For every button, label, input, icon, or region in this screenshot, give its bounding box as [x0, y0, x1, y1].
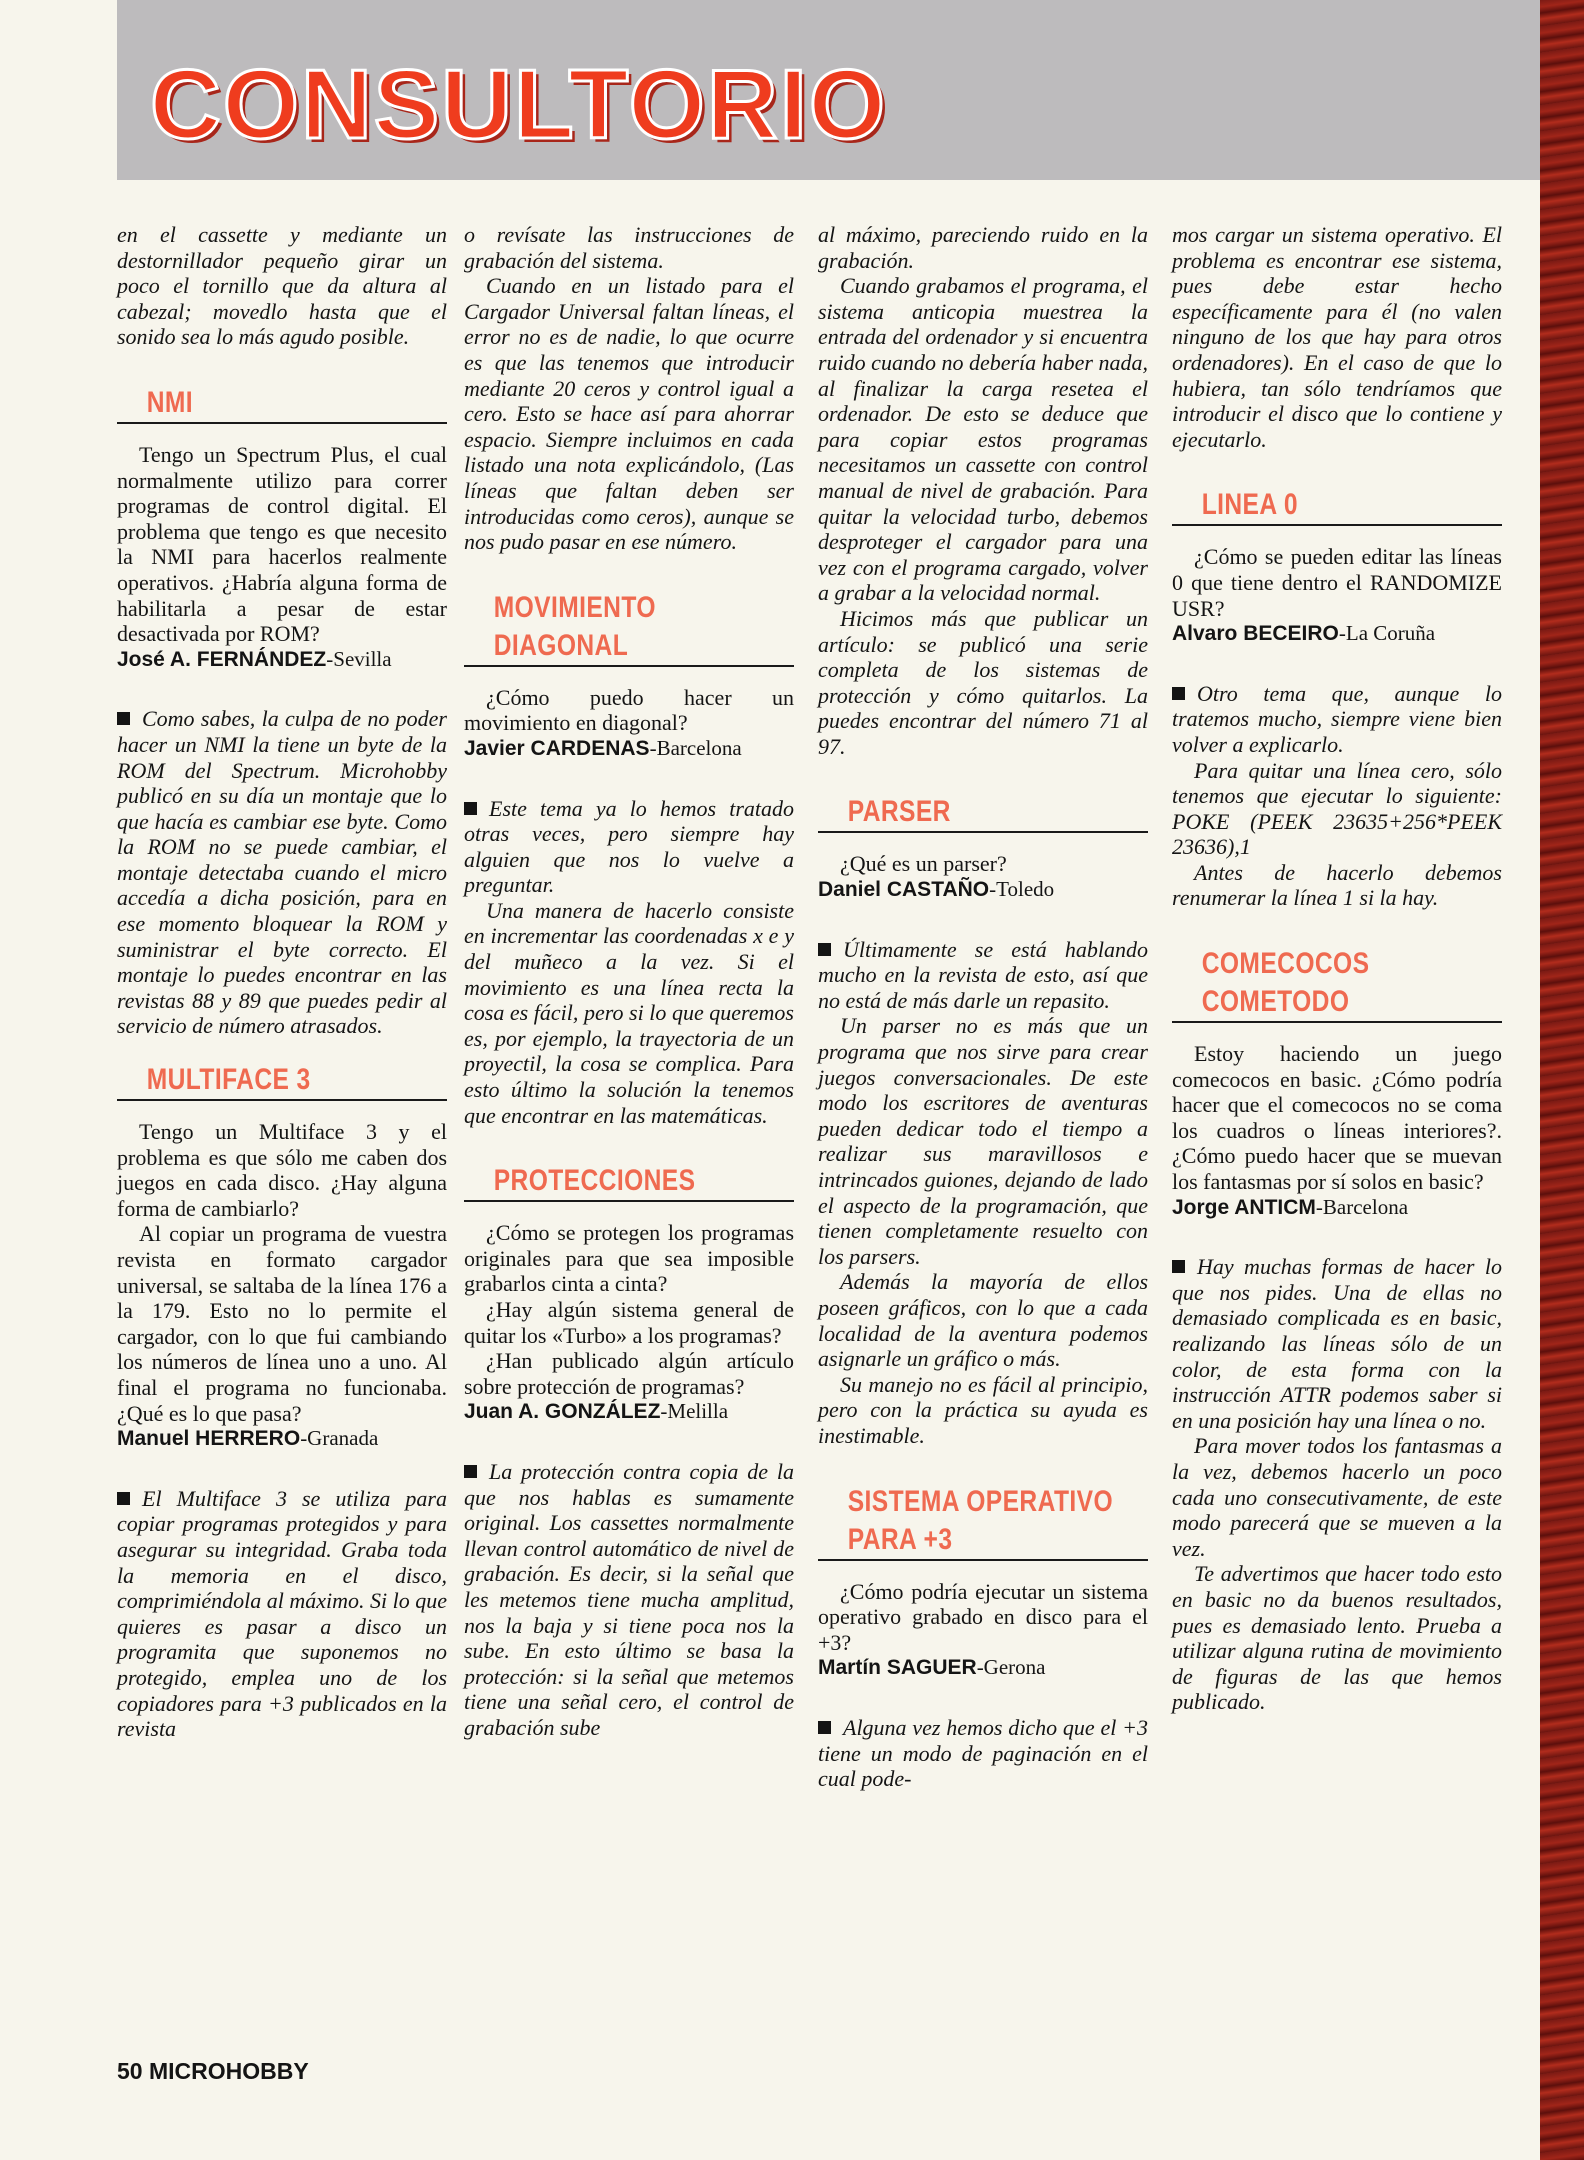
section-heading-movimiento: MOVIMIENTO DIAGONAL [493, 590, 656, 662]
bullet-square-icon [117, 1492, 130, 1505]
reader-question: ¿Cómo puedo hacer un movimiento en diagonal? [464, 684, 794, 736]
bullet-square-icon [464, 1465, 477, 1478]
column-4 [1172, 222, 1502, 1715]
paragraph: Cuando grabamos el programa, el sistema anticopia muestrea la entrada del ordenador y si encuentra ruido cuando no debería haber nada, al finalizar la carga resetea el ordenador. De esto se deduce que para copiar estos programas necesitamos un cassette con control manual de nivel de grabación. Para quitar la velocidad turbo, debemos desproteger el cargador para una vez con el programa cargado, volver a grabar a la velocidad normal. [818, 273, 1148, 606]
reader-signature: Alvaro BECEIRO-La Coruña [1172, 621, 1436, 646]
reader-question: ¿Qué es un parser? [840, 851, 1007, 877]
answer: Para mover todos los fantasmas a la vez, debemos hacerlo un poco cada uno consecutivamente, de este modo parecerá que se mueven a la vez. [1172, 1433, 1502, 1561]
section-heading-comecocos: COMECOCOS COMETODO [1201, 947, 1370, 1019]
answer: Para quitar una línea cero, sólo tenemos que ejecutar lo siguiente: POKE (PEEK 23635+256*PEEK 23636),1 [1172, 757, 1502, 860]
paragraph: mos cargar un sistema operativo. El problema es encontrar ese sistema, pues debe estar hecho específicamente para él (no valen ninguno de los que hay para otros ordenadores). En el caso de que lo hubiera, tan sólo tendríamos que introducir el disco que lo contiene y ejecutarlo. [1172, 222, 1502, 452]
section-heading-parser: PARSER [847, 795, 951, 829]
column-2 [464, 222, 794, 1741]
page-edge-decoration [1540, 0, 1584, 2160]
divider [818, 831, 1148, 833]
reader-question: Al copiar un programa de vuestra revista en formato cargador universal, se saltaba de la línea 176 a la 179. Esto no lo permite el cargador, con lo que fui cambiando los números de línea uno a uno. Al final el programa no funcionaba. ¿Qué es lo que pasa? [117, 1221, 447, 1426]
section-heading-linea-0: LINEA 0 [1201, 488, 1298, 522]
bullet-square-icon [1172, 1260, 1185, 1273]
column-1 [117, 222, 447, 1742]
answer: Además la mayoría de ellos poseen gráficos, con lo que a cada localidad de la aventura podemos asignarle un gráfico o más. [818, 1269, 1148, 1372]
answer: Un parser no es más que un programa que nos sirve para crear juegos conversacionales. De este modo los escritores de aventuras pueden dedicar todo el tiempo a realizar sus maravillosos e intrincados guiones, dejando de lado el aspecto de la programación, que tienen completamente resuelto con los parsers. [818, 1013, 1148, 1269]
divider [818, 1559, 1148, 1561]
page-footer: 50 MICROHOBBY [117, 2058, 309, 2084]
reader-signature: Manuel HERRERO-Granada [117, 1426, 379, 1451]
reader-question: ¿Cómo podría ejecutar un sistema operativo grabado en disco para el +3? [818, 1578, 1148, 1655]
bullet-square-icon [818, 1721, 831, 1734]
reader-signature: José A. FERNÁNDEZ-Sevilla [117, 646, 392, 671]
paragraph: Cuando en un listado para el Cargador Universal faltan líneas, el error no es de nadie, lo que ocurre es que las tenemos que introducir mediante 20 ceros y control igual a cero. Esto se hace así para ahorrar espacio. Siempre incluimos en cada listado una nota explicándolo, (Las líneas que faltan deben ser introducidas como ceros), aunque se nos pudo pasar en ese número. [464, 273, 794, 555]
answer: Hay muchas formas de hacer lo que nos pides. Una de ellas no demasiado complicada es en basic, realizando las líneas sólo de un color, de esta forma con la instrucción ATTR podemos saber si en una posición hay una línea o no. [1172, 1254, 1502, 1433]
reader-question: ¿Cómo se pueden editar las líneas 0 que tiene dentro el RANDOMIZE USR? [1172, 544, 1502, 621]
reader-signature: Martín SAGUER-Gerona [818, 1655, 1046, 1680]
bullet-square-icon [464, 802, 477, 815]
bullet-square-icon [1172, 687, 1185, 700]
reader-signature: Javier CARDENAS-Barcelona [464, 735, 742, 760]
divider [464, 1200, 794, 1202]
divider [117, 422, 447, 424]
page-title: CONSULTORIO [150, 49, 888, 159]
reader-question: Tengo un Multiface 3 y el problema es que sólo me caben dos juegos en cada disco. ¿Hay alguna forma de cambiarlo? [117, 1119, 447, 1221]
reader-question: Estoy haciendo un juego comecocos en basic. ¿Cómo podría hacer que el comecocos no se coma los cuadros o líneas interiores?. ¿Cómo puedo hacer que se muevan los fantasmas por sí solos en basic? [1172, 1041, 1502, 1195]
answer: Su manejo no es fácil al principio, pero con la práctica su ayuda es inestimable. [818, 1371, 1148, 1448]
divider [117, 1099, 447, 1101]
reader-signature: Jorge ANTICM-Barcelona [1172, 1194, 1409, 1219]
paragraph: en el cassette y mediante un destornillador pequeño girar un poco el tornillo que da altura al cabezal; movedlo hasta que el sonido sea lo más agudo posible. [117, 222, 447, 350]
reader-question: Tengo un Spectrum Plus, el cual normalmente utilizo para correr programas de control digital. El problema que tengo es que necesito la NMI para hacerlos realmente operativos. ¿Habría alguna forma de habilitarla a pesar de estar desactivada por ROM? [117, 441, 447, 647]
answer: El Multiface 3 se utiliza para copiar programas protegidos y para asegurar su integridad. Graba toda la memoria en el disco, comprimiéndola al máximo. Si lo que quieres es pasar a disco un programita que suponemos no protegido, emplea uno de los copiadores para +3 publicados en la revista [117, 1485, 447, 1742]
answer: Una manera de hacerlo consiste en incrementar las coordenadas x e y del muñeco a la vez. Si el movimiento es una línea recta la cosa es fácil, pero si lo que queremos es, por ejemplo, la trayectoria de un proyectil, la cosa se complica. Para esto último la solución la tenemos que encontrar en las matemáticas. [464, 897, 794, 1128]
reader-signature: Daniel CASTAÑO-Toledo [818, 877, 1055, 902]
divider [1172, 1021, 1502, 1023]
answer: Alguna vez hemos dicho que el +3 tiene un modo de paginación en el cual pode- [818, 1714, 1148, 1792]
divider [1172, 524, 1502, 526]
answer: Últimamente se está hablando mucho en la revista de esto, así que no está de más darle un repasito. [818, 936, 1148, 1013]
answer: La protección contra copia de la que nos hablas es sumamente original. Los cassettes normalmente llevan control automático de nivel de grabación. Es decir, si la señal que les metemos tiene mucha amplitud, nos la baja y si tiene poca nos la sube. En esto último se basa la protección: si la señal que metemos tiene una señal cero, el control de grabación sube [464, 1458, 794, 1740]
answer: Antes de hacerlo debemos renumerar la línea 1 si la hay. [1172, 859, 1502, 911]
answer: Te advertimos que hacer todo esto en basic no da buenos resultados, pues es demasiado lento. Prueba a utilizar alguna rutina de movimiento de figuras de las que hemos publicado. [1172, 1561, 1502, 1715]
paragraph: Hicimos más que publicar un artículo: se publicó una serie completa de los sistemas de protección y cómo quitarlos. La puedes encontrar del número 71 al 97. [818, 605, 1148, 759]
section-heading-sistema-operativo: SISTEMA OPERATIVO PARA +3 [847, 1484, 1113, 1556]
paragraph: al máximo, pareciendo ruido en la grabación. [818, 222, 1148, 273]
reader-question: ¿Han publicado algún artículo sobre protección de programas? [464, 1348, 794, 1399]
reader-question: ¿Hay algún sistema general de quitar los «Turbo» a los programas? [464, 1297, 794, 1348]
column-3 [818, 222, 1148, 1792]
answer: Como sabes, la culpa de no poder hacer un NMI la tiene un byte de la ROM del Spectrum. Microhobby publicó en su día un montaje que lo que hacía es cambiar ese byte. Como la ROM no se puede cambiar, el montaje detectaba cuando el micro accedía a dicha posición, para en ese momento bloquear la ROM y suministrar el byte correcto. El montaje lo puedes encontrar en las revistas 88 y 89 que puedes pedir al servicio de número atrasados. [117, 706, 447, 1039]
section-heading-multiface: MULTIFACE 3 [146, 1063, 311, 1097]
reader-signature: Juan A. GONZÁLEZ-Melilla [464, 1399, 729, 1424]
paragraph: o revísate las instrucciones de grabación del sistema. [464, 222, 794, 273]
bullet-square-icon [818, 943, 831, 956]
answer: Otro tema que, aunque lo tratemos mucho, siempre viene bien volver a explicarlo. [1172, 680, 1502, 757]
bullet-square-icon [117, 712, 130, 725]
section-heading-protecciones: PROTECCIONES [493, 1164, 696, 1198]
section-heading-nmi: NMI [146, 385, 194, 419]
divider [464, 665, 794, 667]
reader-question: ¿Cómo se protegen los programas originales para que sea imposible grabarlos cinta a cinta? [464, 1220, 794, 1297]
answer: Este tema ya lo hemos tratado otras veces, pero siempre hay alguien que nos lo vuelve a preguntar. [464, 795, 794, 898]
